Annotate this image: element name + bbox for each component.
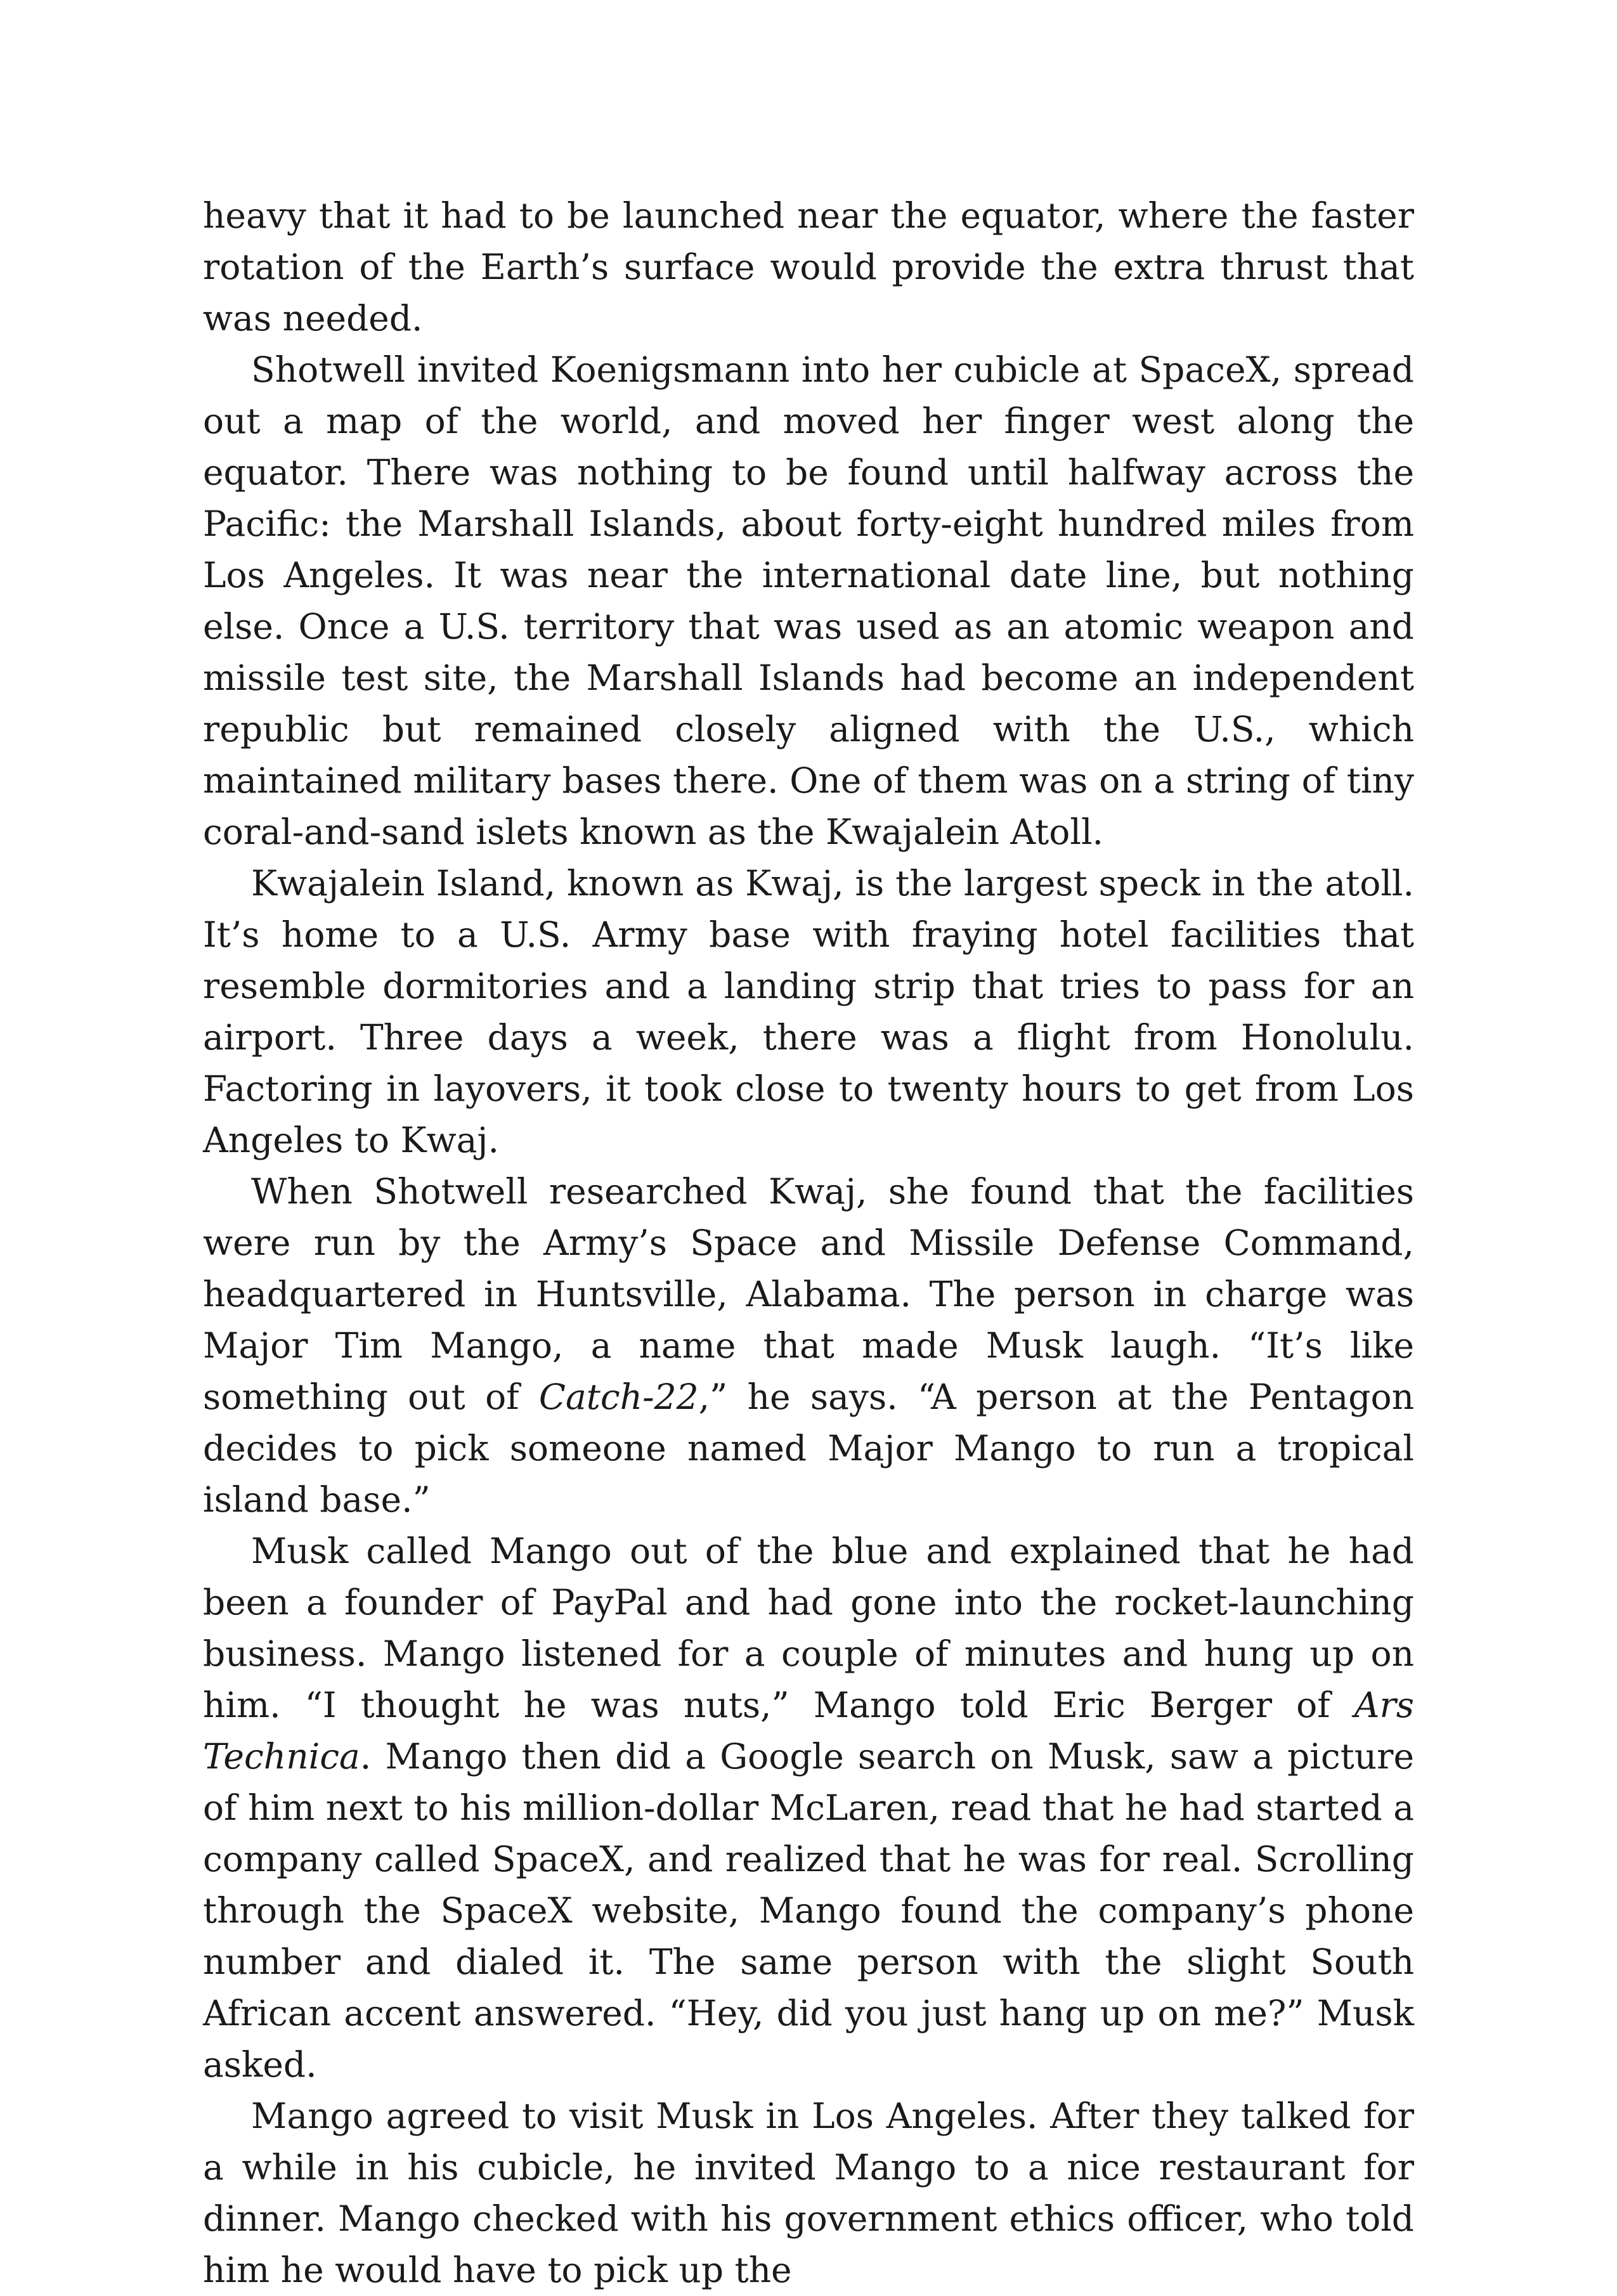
italic-title: Ars Technica bbox=[203, 1685, 1414, 1777]
paragraph-4 bbox=[203, 1166, 1414, 1526]
paragraph-5 bbox=[203, 1526, 1414, 2091]
paragraph-text: ,” he says. “A person at the Pentagon decides to pick someone named Major Mango to run a tropical island base.” bbox=[203, 1377, 1415, 1520]
paragraph-text: Kwajalein Island, known as Kwaj, is the largest speck in the atoll. It’s home to a U.S. Army base with fraying hotel facilities that resemble dormitories and a landing strip that tries to pass for an airport. Three days a week, there was a flight from Honolulu. Factoring in layovers, it took close to twenty hours to get from Los Angeles to Kwaj. bbox=[203, 863, 1414, 1160]
paragraph-text: Musk called Mango out of the blue and explained that he had been a founder of PayPal and had gone into the rocket-launching business. Mango listened for a couple of minutes and hung up on him. “I thought he was nuts,” Mango told Eric Berger of bbox=[203, 1531, 1414, 1725]
paragraph-text: Mango agreed to visit Musk in Los Angeles. After they talked for a while in his cubicle, he invited Mango to a nice restaurant for dinner. Mango checked with his government ethics officer, who told him he would have to pick up the bbox=[203, 2096, 1414, 2290]
paragraph-text: heavy that it had to be launched near the equator, where the faster rotation of the Earth’s surface would provide the extra thrust that was needed. bbox=[203, 195, 1414, 339]
paragraph-1 bbox=[203, 190, 1414, 344]
body-text bbox=[203, 190, 1414, 2296]
paragraph-3 bbox=[203, 858, 1414, 1166]
paragraph-2 bbox=[203, 344, 1414, 858]
paragraph-text: . Mango then did a Google search on Musk, saw a picture of him next to his million-dollar McLaren, read that he had started a company called SpaceX, and realized that he was for real. Scrolling through the SpaceX website, Mango found the company’s phone number and dialed it. The same person with the slight South African accent answered. “Hey, did you just hang up on me?” Musk asked. bbox=[203, 1736, 1414, 2085]
paragraph-6 bbox=[203, 2091, 1414, 2296]
paragraph-text: Shotwell invited Koenigsmann into her cubicle at SpaceX, spread out a map of the world, and moved her finger west along the equator. There was nothing to be found until halfway across the Pacific: the Marshall Islands, about forty-eight hundred miles from Los Angeles. It was near the international date line, but nothing else. Once a U.S. territory that was used as an atomic weapon and missile test site, the Marshall Islands had become an independent republic but remained closely aligned with the U.S., which maintained military bases there. One of them was on a string of tiny coral-and-sand islets known as the Kwajalein Atoll. bbox=[203, 349, 1414, 852]
italic-title: Catch-22 bbox=[538, 1377, 699, 1417]
paragraph-text: When Shotwell researched Kwaj, she found that the facilities were run by the Army’s Space and Missile Defense Command, headquartered in Huntsville, Alabama. The person in charge was Major Tim Mango, a name that made Musk laugh. “It’s like something out of bbox=[203, 1171, 1414, 1417]
